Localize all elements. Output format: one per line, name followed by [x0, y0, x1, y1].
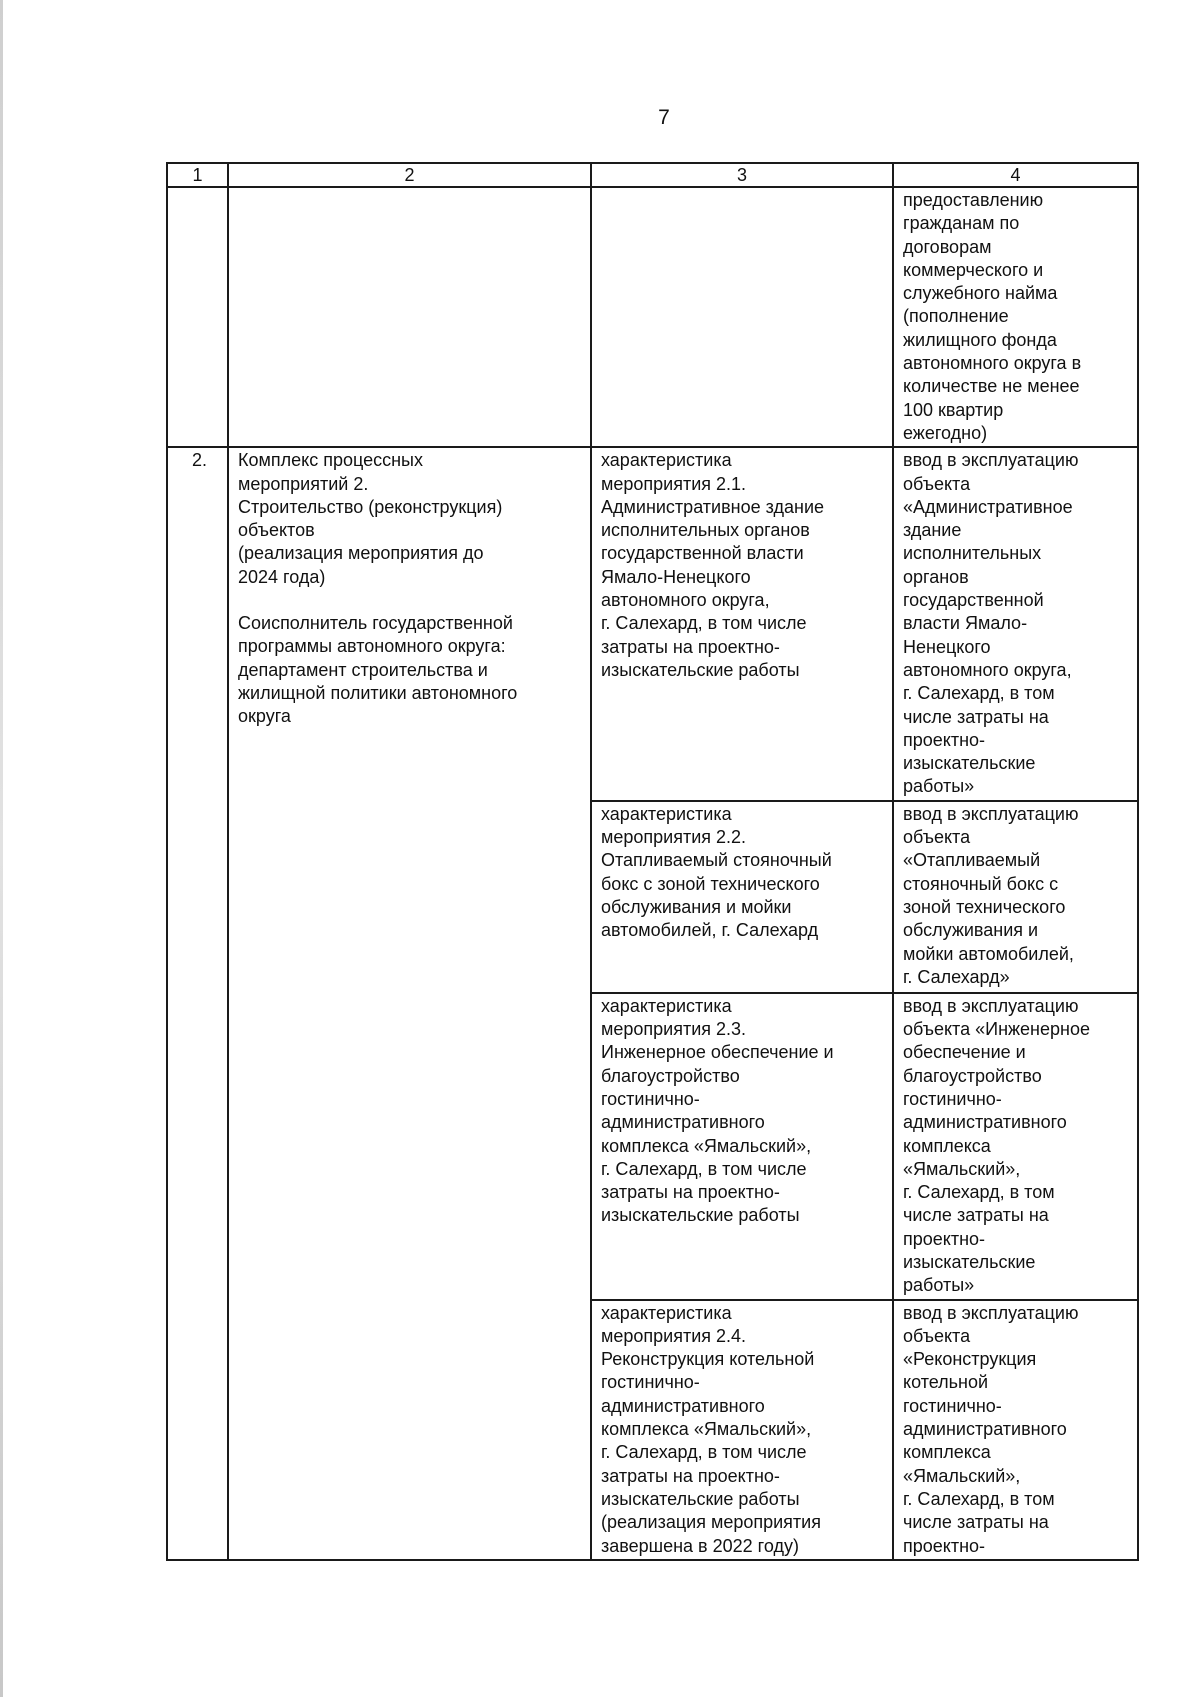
- section-description-cell: [228, 447, 591, 1560]
- empty-cell: [167, 187, 228, 447]
- header-col-2: 2: [228, 163, 591, 187]
- table-row-measure-2-1: [167, 447, 1138, 800]
- header-col-4: 4: [893, 163, 1138, 187]
- result-cell: ввод в эксплуатацию объекта «Инженерное обеспечение и благоустройство гостинично- административного комплекса «Ямальский», г. Салехард, в том числе затраты на проектно- изыскательские работы»: [893, 993, 1138, 1300]
- section-number-cell: 2.: [167, 447, 228, 1560]
- continuation-result-cell: предоставлению гражданам по договорам коммерческого и служебного найма (пополнение жилищного фонда автономного округа в количестве не менее 100 квартир ежегодно): [893, 187, 1138, 447]
- header-col-1: 1: [167, 163, 228, 187]
- scan-edge: [0, 0, 3, 1697]
- section-coexecutor: Соисполнитель государственной программы автономного округа: департамент строительства и жилищной политики автономного округа: [238, 613, 518, 727]
- characteristic-cell: характеристика мероприятия 2.3. Инженерное обеспечение и благоустройство гостинично- административного комплекса «Ямальский», г. Салехард, в том числе затраты на проектно- изыскательские работы: [591, 993, 893, 1300]
- section-title: Комплекс процессных мероприятий 2. Строительство (реконструкция) объектов (реализация мероприятия до 2024 года): [238, 450, 503, 587]
- page-number: 7: [658, 106, 670, 129]
- result-cell: ввод в эксплуатацию объекта «Административное здание исполнительных органов государственной власти Ямало- Ненецкого автономного округа, г. Салехард, в том числе затраты на проектно- изыскательские работы»: [893, 447, 1138, 800]
- empty-cell: [228, 187, 591, 447]
- table-row-continuation: [167, 187, 1138, 447]
- result-cell: ввод в эксплуатацию объекта «Отапливаемый стояночный бокс с зоной технического обслуживания и мойки автомобилей, г. Салехард»: [893, 801, 1138, 993]
- characteristic-cell: характеристика мероприятия 2.2. Отапливаемый стояночный бокс с зоной технического обслуживания и мойки автомобилей, г. Салехард: [591, 801, 893, 993]
- table-header-row: [167, 163, 1138, 187]
- header-col-3: 3: [591, 163, 893, 187]
- characteristic-cell: характеристика мероприятия 2.1. Административное здание исполнительных органов государственной власти Ямало-Ненецкого автономного округа, г. Салехард, в том числе затраты на проектно- изыскательские работы: [591, 447, 893, 800]
- result-cell: ввод в эксплуатацию объекта «Реконструкция котельной гостинично- административного комплекса «Ямальский», г. Салехард, в том числе затраты на проектно-: [893, 1300, 1138, 1560]
- characteristic-cell: характеристика мероприятия 2.4. Реконструкция котельной гостинично- административного комплекса «Ямальский», г. Салехард, в том числе затраты на проектно- изыскательские работы (реализация мероприятия завершена в 2022 году): [591, 1300, 893, 1560]
- paragraph-gap: [238, 589, 585, 612]
- empty-cell: [591, 187, 893, 447]
- measures-table: [166, 162, 1139, 1561]
